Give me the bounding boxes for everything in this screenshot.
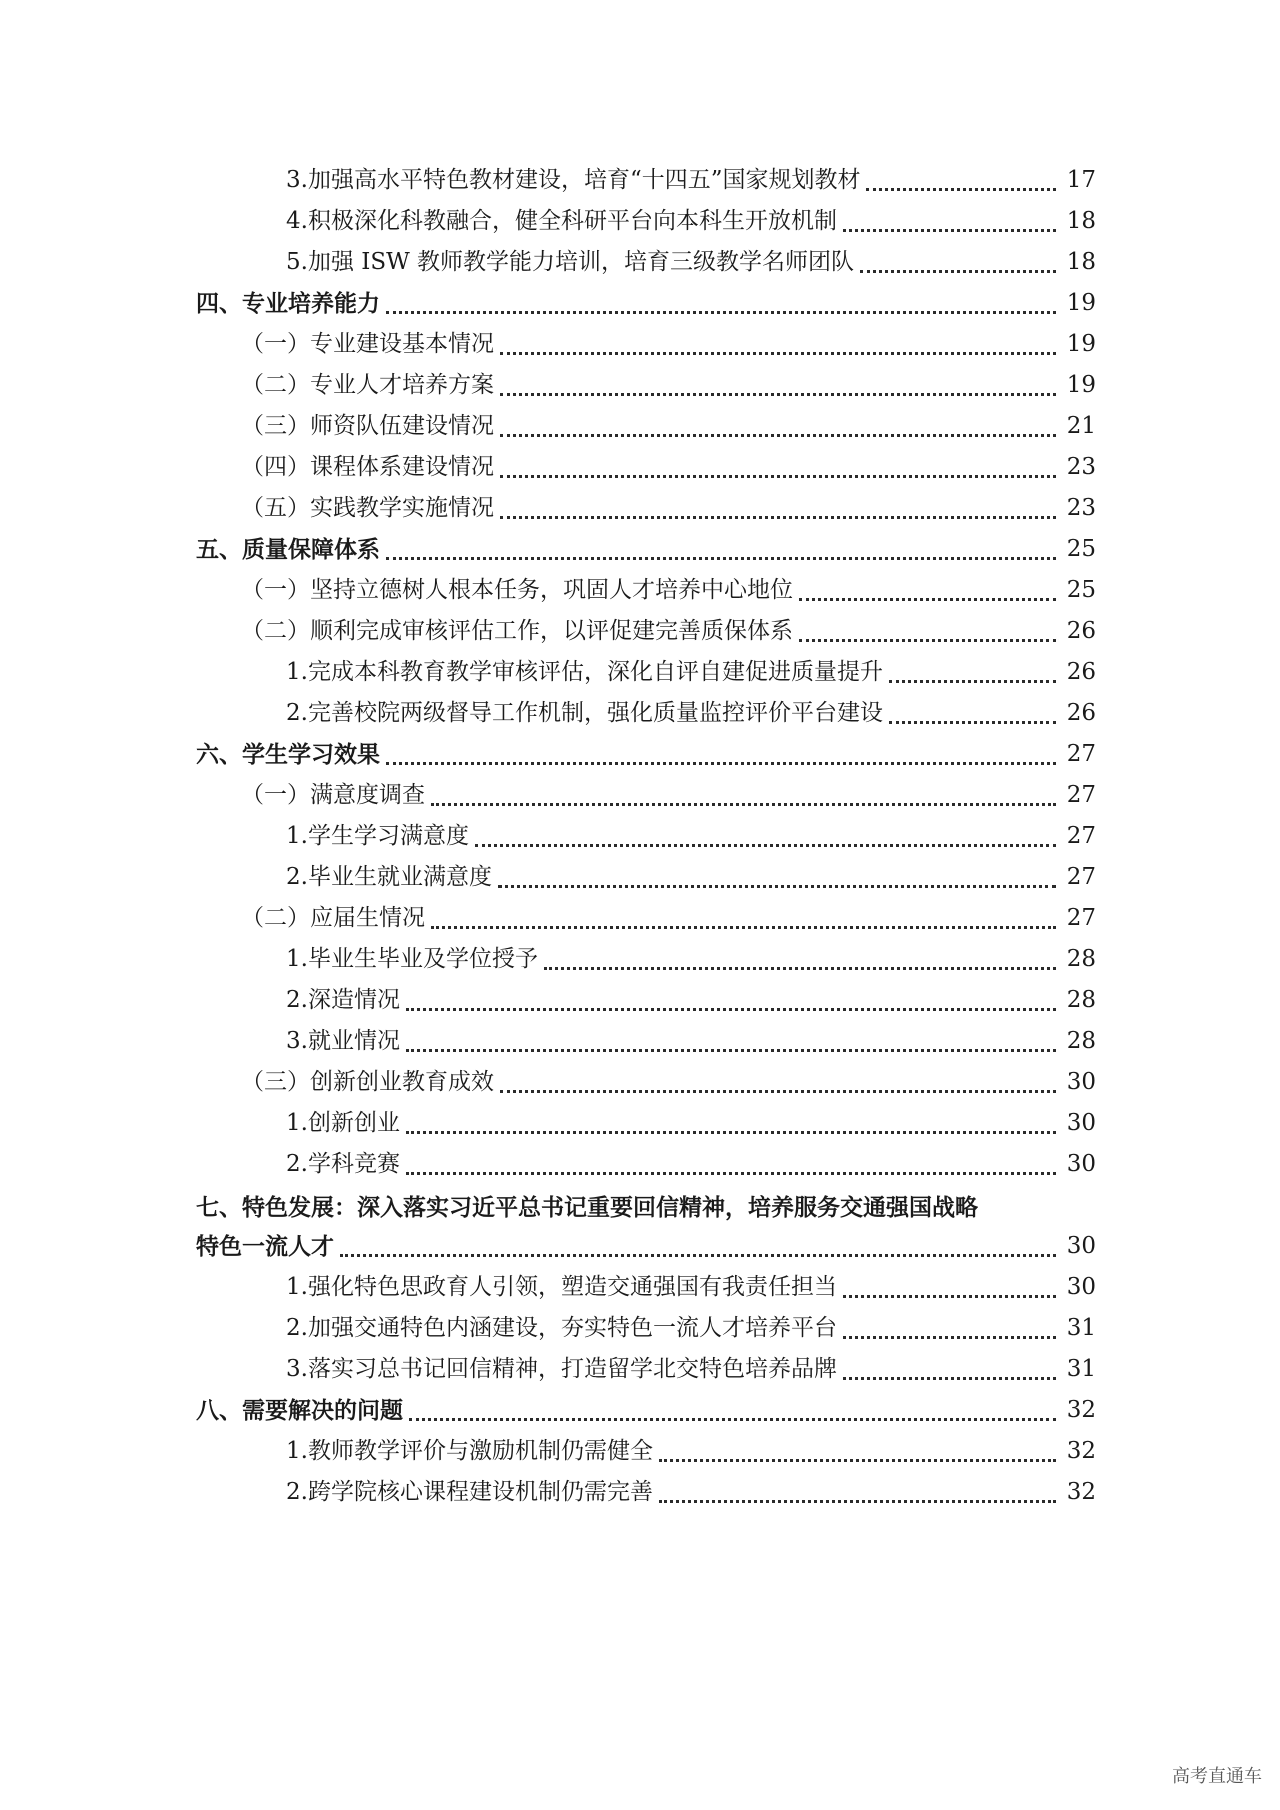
dot-leader [889, 680, 1056, 683]
toc-section-title: （二）专业人才培养方案 [241, 372, 494, 398]
dot-leader [843, 1295, 1056, 1298]
toc-chapter[interactable] [0, 1390, 1280, 1431]
toc-entry-title: 1.教师教学评价与激励机制仍需健全 [286, 1438, 653, 1464]
toc-entry-title: 5.加强 ISW 教师教学能力培训，培育三级教学名师团队 [286, 249, 855, 275]
toc-entry-page: 32 [1066, 1479, 1096, 1505]
toc-entry[interactable] [0, 160, 1280, 201]
toc-entry[interactable] [0, 1103, 1280, 1144]
toc-chapter[interactable] [0, 734, 1280, 775]
dot-leader [386, 557, 1056, 560]
dot-leader [500, 352, 1056, 355]
toc-chapter[interactable] [0, 1226, 1280, 1267]
toc-chapter-title: 四、专业培养能力 [196, 290, 380, 317]
toc-entry-title: 2.深造情况 [286, 987, 400, 1013]
toc-entry-page: 21 [1066, 413, 1096, 439]
toc-section[interactable] [0, 775, 1280, 816]
toc-chapter[interactable] [0, 283, 1280, 324]
toc-entry-title: 1.学生学习满意度 [286, 823, 469, 849]
table-of-contents [0, 160, 1280, 1513]
dot-leader [386, 762, 1056, 765]
toc-chapter-title: 五、质量保障体系 [196, 536, 380, 563]
toc-entry-page: 19 [1066, 372, 1096, 398]
toc-entry-page: 30 [1066, 1233, 1096, 1259]
toc-entry-title: 3.加强高水平特色教材建设，培育“十四五”国家规划教材 [286, 167, 861, 193]
toc-section-title: （二）应届生情况 [241, 905, 425, 931]
toc-entry-page: 27 [1066, 823, 1096, 849]
toc-entry[interactable] [0, 1308, 1280, 1349]
toc-entry[interactable] [0, 1472, 1280, 1513]
toc-entry[interactable] [0, 939, 1280, 980]
dot-leader [406, 1008, 1056, 1011]
dot-leader [500, 475, 1056, 478]
toc-section-title: （一）满意度调查 [241, 782, 425, 808]
toc-entry-page: 31 [1066, 1356, 1096, 1382]
toc-entry-title: 3.落实习总书记回信精神，打造留学北交特色培养品牌 [286, 1356, 837, 1382]
toc-section[interactable] [0, 611, 1280, 652]
dot-leader [866, 188, 1056, 191]
toc-entry-page: 27 [1066, 864, 1096, 890]
dot-leader [843, 1377, 1056, 1380]
dot-leader [659, 1459, 1056, 1462]
toc-section[interactable] [0, 1062, 1280, 1103]
toc-entry-page: 30 [1066, 1151, 1096, 1177]
toc-section[interactable] [0, 447, 1280, 488]
toc-entry-page: 30 [1066, 1274, 1096, 1300]
toc-entry-page: 18 [1066, 208, 1096, 234]
toc-section[interactable] [0, 570, 1280, 611]
toc-entry-page: 26 [1066, 700, 1096, 726]
toc-section[interactable] [0, 365, 1280, 406]
dot-leader [431, 803, 1056, 806]
toc-entry-page: 28 [1066, 987, 1096, 1013]
dot-leader [409, 1418, 1056, 1421]
dot-leader [500, 1090, 1056, 1093]
dot-leader [500, 434, 1056, 437]
dot-leader [406, 1131, 1056, 1134]
dot-leader [475, 844, 1056, 847]
toc-section-title: （二）顺利完成审核评估工作，以评促建完善质保体系 [241, 618, 793, 644]
toc-entry-page: 26 [1066, 659, 1096, 685]
toc-entry-page: 30 [1066, 1110, 1096, 1136]
toc-entry-page: 28 [1066, 1028, 1096, 1054]
dot-leader [406, 1172, 1056, 1175]
toc-entry-page: 26 [1066, 618, 1096, 644]
toc-section[interactable] [0, 898, 1280, 939]
toc-section[interactable] [0, 406, 1280, 447]
toc-entry[interactable] [0, 980, 1280, 1021]
toc-entry-page: 30 [1066, 1069, 1096, 1095]
toc-entry-page: 32 [1066, 1438, 1096, 1464]
toc-entry-page: 23 [1066, 454, 1096, 480]
toc-entry[interactable] [0, 1267, 1280, 1308]
toc-entry-page: 18 [1066, 249, 1096, 275]
toc-entry-title: 1.强化特色思政育人引领，塑造交通强国有我责任担当 [286, 1274, 837, 1300]
toc-section-title: （一）坚持立德树人根本任务，巩固人才培养中心地位 [241, 577, 793, 603]
toc-section[interactable] [0, 324, 1280, 365]
dot-leader [889, 721, 1056, 724]
toc-entry-title: 1.完成本科教育教学审核评估，深化自评自建促进质量提升 [286, 659, 883, 685]
toc-section-title: （五）实践教学实施情况 [241, 495, 494, 521]
toc-entry-page: 28 [1066, 946, 1096, 972]
toc-chapter-title: 八、需要解决的问题 [196, 1397, 403, 1424]
toc-entry[interactable] [0, 201, 1280, 242]
toc-entry[interactable] [0, 1349, 1280, 1390]
toc-entry-title: 2.跨学院核心课程建设机制仍需完善 [286, 1479, 653, 1505]
toc-entry-title: 1.毕业生毕业及学位授予 [286, 946, 538, 972]
toc-entry[interactable] [0, 693, 1280, 734]
dot-leader [500, 516, 1056, 519]
dot-leader [860, 270, 1056, 273]
toc-entry-page: 17 [1066, 167, 1096, 193]
toc-entry-title: 4.积极深化科教融合，健全科研平台向本科生开放机制 [286, 208, 837, 234]
toc-entry[interactable] [0, 1144, 1280, 1185]
toc-section[interactable] [0, 488, 1280, 529]
dot-leader [431, 926, 1056, 929]
dot-leader [498, 885, 1056, 888]
toc-entry[interactable] [0, 857, 1280, 898]
toc-entry-title: 1.创新创业 [286, 1110, 400, 1136]
toc-entry-page: 19 [1066, 290, 1096, 316]
toc-entry[interactable] [0, 1021, 1280, 1062]
toc-chapter[interactable] [0, 529, 1280, 570]
toc-entry-title: 2.学科竞赛 [286, 1151, 400, 1177]
toc-entry[interactable] [0, 652, 1280, 693]
dot-leader [500, 393, 1056, 396]
toc-section-title: （一）专业建设基本情况 [241, 331, 494, 357]
toc-entry-title: 2.毕业生就业满意度 [286, 864, 492, 890]
dot-leader [406, 1049, 1056, 1052]
toc-section-title: （三）师资队伍建设情况 [241, 413, 494, 439]
toc-entry-title: 2.加强交通特色内涵建设，夯实特色一流人才培养平台 [286, 1315, 837, 1341]
dot-leader [544, 967, 1056, 970]
toc-section-title: （三）创新创业教育成效 [241, 1069, 494, 1095]
toc-entry-page: 25 [1066, 577, 1096, 603]
toc-entry-title: 3.就业情况 [286, 1028, 400, 1054]
toc-entry-page: 23 [1066, 495, 1096, 521]
watermark-text: 高考直通车 [1172, 1766, 1262, 1787]
dot-leader [340, 1254, 1056, 1257]
toc-chapter-title: 特色一流人才 [196, 1233, 334, 1260]
toc-entry-title: 2.完善校院两级督导工作机制，强化质量监控评价平台建设 [286, 700, 883, 726]
toc-entry-page: 19 [1066, 331, 1096, 357]
toc-entry-page: 32 [1066, 1397, 1096, 1423]
dot-leader [386, 311, 1056, 314]
toc-entry-page: 25 [1066, 536, 1096, 562]
dot-leader [799, 598, 1056, 601]
toc-chapter-title: 六、学生学习效果 [196, 741, 380, 768]
toc-entry[interactable] [0, 242, 1280, 283]
toc-entry-page: 27 [1066, 741, 1096, 767]
toc-entry[interactable] [0, 816, 1280, 857]
toc-entry-page: 27 [1066, 905, 1096, 931]
toc-chapter-title-line1[interactable]: 七、特色发展：深入落实习近平总书记重要回信精神，培养服务交通强国战略 [196, 1194, 978, 1221]
toc-entry[interactable] [0, 1431, 1280, 1472]
dot-leader [799, 639, 1056, 642]
toc-entry-page: 31 [1066, 1315, 1096, 1341]
dot-leader [843, 1336, 1056, 1339]
toc-entry-page: 27 [1066, 782, 1096, 808]
dot-leader [843, 229, 1056, 232]
dot-leader [659, 1500, 1056, 1503]
toc-section-title: （四）课程体系建设情况 [241, 454, 494, 480]
